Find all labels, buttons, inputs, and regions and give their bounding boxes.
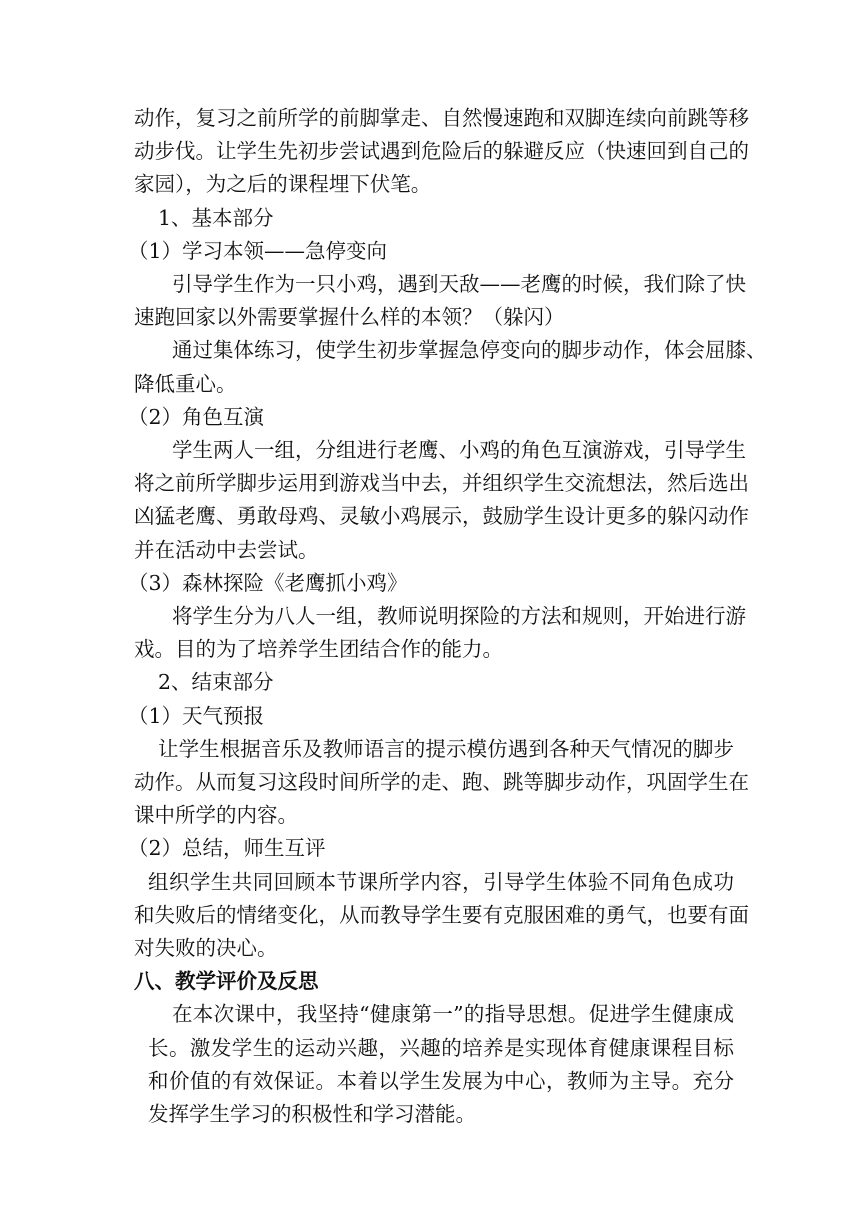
text-line: 动作。从而复习这段时间所学的走、跑、跳等脚步动作，巩固学生在: [134, 770, 749, 794]
text-line: 通过集体练习，使学生初步掌握急停变向的脚步动作，体会屈膝、: [172, 338, 767, 362]
text-line: 学生两人一组，分组进行老鹰、小鸡的角色互演游戏，引导学生: [172, 438, 746, 462]
text-line: 家园），为之后的课程埋下伏笔。: [134, 172, 432, 196]
subsection-heading: （2）角色互演: [128, 405, 265, 429]
text-line: 在本次课中，我坚持“健康第一”的指导思想。促进学生健康成: [172, 1002, 734, 1026]
text-line: 发挥学生学习的积极性和学习潜能。: [148, 1102, 476, 1126]
subsection-heading: （3）森林探险《老鹰抓小鸡》: [128, 571, 408, 595]
text-line: 动作，复习之前所学的前脚掌走、自然慢速跑和双脚连续向前跳等移: [134, 106, 749, 130]
text-line: 引导学生作为一只小鸡，遇到天敌——老鹰的时候，我们除了快: [172, 272, 746, 296]
text-line: 凶猛老鹰、勇敢母鸡、灵敏小鸡展示，鼓励学生设计更多的躲闪动作: [134, 504, 749, 528]
text-line: 和价值的有效保证。本着以学生发展为中心，教师为主导。充分: [148, 1069, 734, 1093]
subsection-heading: （1）学习本领——急停变向: [128, 239, 388, 263]
text-line: 组织学生共同回顾本节课所学内容，引导学生体验不同角色成功: [148, 870, 734, 894]
text-line: 将学生分为八人一组，教师说明探险的方法和规则，开始进行游: [172, 604, 746, 628]
text-line: 长。激发学生的运动兴趣，兴趣的培养是实现体育健康课程目标: [148, 1036, 734, 1060]
text-line: 将之前所学脚步运用到游戏当中去，并组织学生交流想法，然后选出: [134, 471, 749, 495]
text-line: 速跑回家以外需要掌握什么样的本领？（躲闪）: [134, 305, 565, 329]
subsection-heading: （2）总结，师生互评: [128, 836, 326, 860]
text-line: 让学生根据音乐及教师语言的提示模仿遇到各种天气情况的脚步: [158, 737, 734, 761]
text-line: 对失败的决心。: [134, 936, 278, 960]
section-heading: 1、基本部分: [158, 206, 274, 230]
section-heading: 2、结束部分: [158, 670, 274, 694]
text-line: 和失败后的情绪变化，从而教导学生要有克服困难的勇气，也要有面: [134, 903, 749, 927]
text-line: 课中所学的内容。: [134, 803, 298, 827]
text-line: 戏。目的为了培养学生团结合作的能力。: [134, 637, 503, 661]
text-line: 并在活动中去尝试。: [134, 538, 319, 562]
text-line: 降低重心。: [134, 372, 237, 396]
subsection-heading: （1）天气预报: [128, 704, 265, 728]
chapter-heading: 八、教学评价及反思: [134, 969, 319, 993]
text-line: 动步伐。让学生先初步尝试遇到危险后的躲避反应（快速回到自己的: [134, 139, 749, 163]
